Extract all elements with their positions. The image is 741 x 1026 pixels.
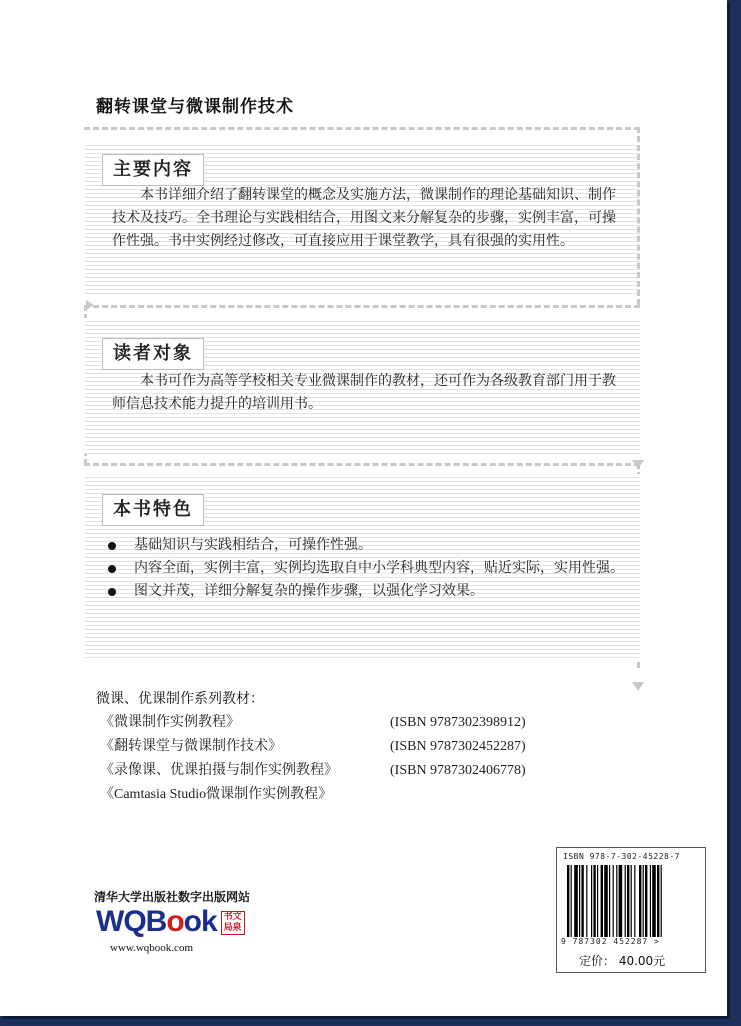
barcode-box [556,847,706,973]
list-item [104,580,629,603]
section-heading-content: 主要内容 [102,154,204,186]
features-list [104,534,629,603]
list-item [100,735,580,759]
wqbook-logo [96,906,245,938]
divider [84,305,640,308]
bullet-icon [108,542,116,550]
feature-text: 内容全面，实例丰富，实例均选取自中小学科典型内容，贴近实际，实用性强。 [134,560,624,576]
feature-text: 图文并茂，详细分解复杂的操作步骤，以强化学习效果。 [134,583,484,599]
series-book-name: 《Camtasia Studio微课制作实例教程》 [100,787,333,802]
series-book-isbn: (ISBN 9787302398912) [390,715,526,730]
publisher-name: 清华大学出版社数字出版网站 [94,890,251,904]
barcode-icon [567,865,695,937]
list-item [100,783,580,807]
barcode-digits: 9 787302 452287 > [561,937,660,946]
content-paragraph: 本书详细介绍了翻转课堂的概念及实施方法，微课制作的理论基础知识、制作技术及技巧。全书理论与实践相结合，用图文来分解复杂的步骤，实例丰富，可操作性强。书中实例经过修改，可直接应用于课堂教学，具有很强的实用性。 [112,187,616,249]
section-heading-audience: 读者对象 [102,338,204,370]
list-item [104,557,629,580]
book-title: 翻转课堂与微课制作技术 [96,97,294,117]
logo-text: ok [183,905,217,938]
website-link[interactable]: www.wqbook.com [110,942,193,954]
isbn-label: ISBN 978-7-302-45228-7 [563,852,680,861]
series-book-isbn: (ISBN 9787302452287) [390,739,526,754]
audience-paragraph: 本书可作为高等学校相关专业微课制作的教材，还可作为各级教育部门用于教师信息技术能力提升的培训用书。 [112,373,616,412]
bullet-icon [108,588,116,596]
feature-text: 基础知识与实践相结合，可操作性强。 [134,537,372,553]
list-item [100,711,580,735]
logo-text: o [166,905,184,938]
price: 定价： 40.00元 [579,954,666,968]
series-book-name: 《微课制作实例教程》 [100,715,240,730]
bullet-icon [108,565,116,573]
logo-text: B [145,905,167,938]
divider [84,463,640,466]
flow-arrow-icon [632,460,644,469]
flow-arrow-icon [632,682,644,691]
list-item [104,534,629,557]
series-book-name: 《翻转课堂与微课制作技术》 [100,739,282,754]
divider [637,127,640,305]
section-heading-features: 本书特色 [102,494,204,526]
logo-badge: 书文局泉 [221,911,245,935]
logo-text: WQ [96,905,146,938]
series-book-name: 《录像课、优课拍摄与制作实例教程》 [100,763,338,778]
list-item [100,759,580,783]
divider [84,127,640,130]
flow-arrow-icon [86,300,94,310]
series-list [100,711,580,807]
series-title: 微课、优课制作系列教材： [96,691,264,707]
series-book-isbn: (ISBN 9787302406778) [390,763,526,778]
